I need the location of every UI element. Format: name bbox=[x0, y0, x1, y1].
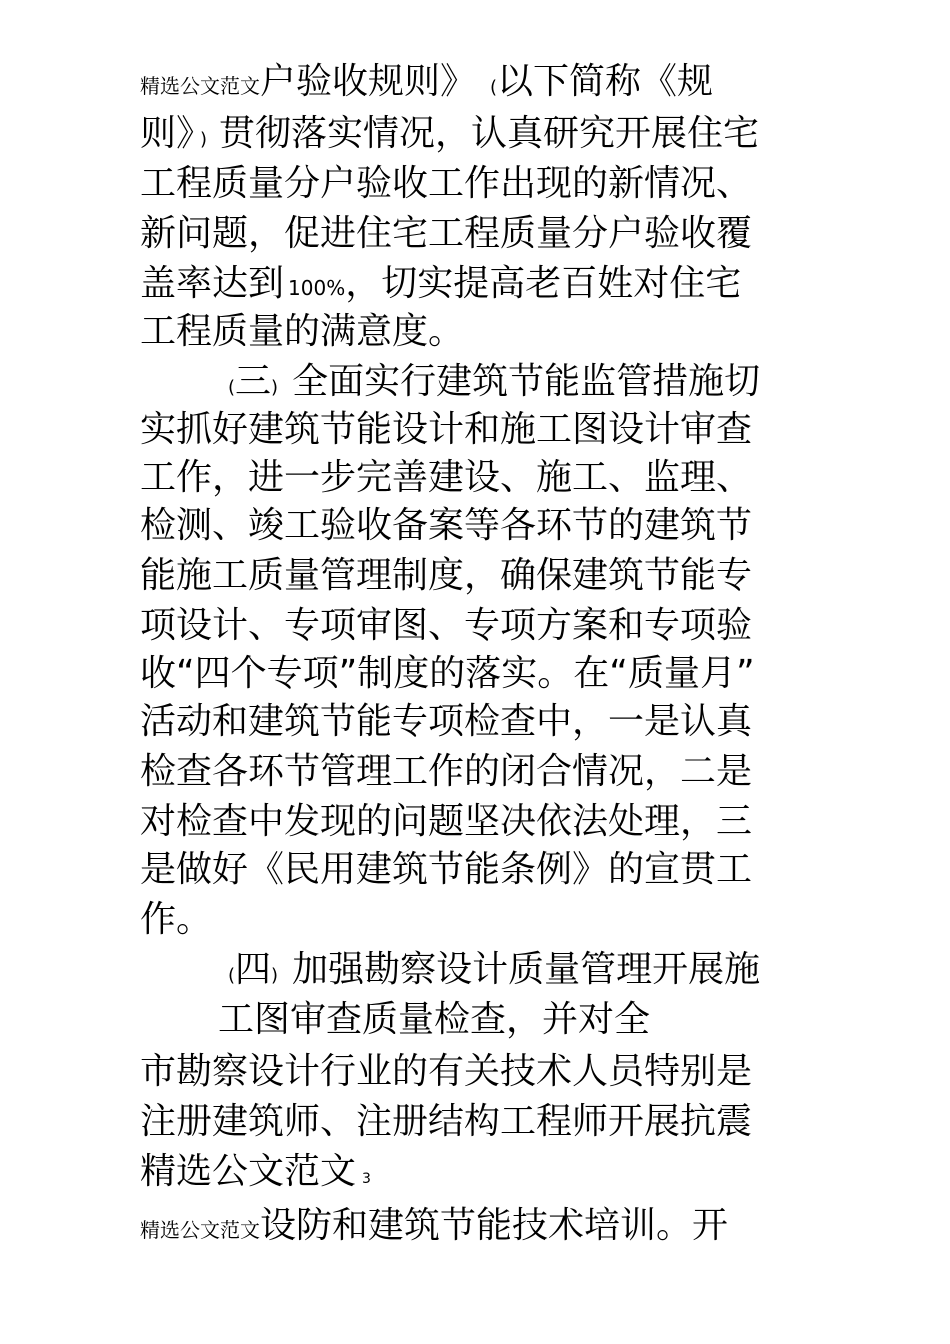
text-line: 市勘察设计行业的有关技术人员特别是 bbox=[140, 1051, 753, 1092]
text-run: 加强勘察设计质量管理开展施 bbox=[292, 949, 761, 990]
text-line: 能施工质量管理制度，确保建筑节能专 bbox=[140, 555, 753, 596]
text-line: 活动和建筑节能专项检查中，一是认真 bbox=[140, 701, 753, 742]
text-run: 设防和建筑节能技术培训。开 bbox=[260, 1205, 729, 1246]
text-line bbox=[140, 56, 713, 114]
paren-open: ( bbox=[490, 77, 498, 98]
text-line: 检查各环节管理工作的闭合情况，二是 bbox=[140, 751, 753, 792]
text-run: 则》 bbox=[140, 113, 195, 154]
text-line: 工程质量的满意度。 bbox=[140, 311, 465, 352]
text-run: ，切实提高老百姓对住宅 bbox=[345, 263, 742, 304]
text-run: 户验收规则》 bbox=[260, 61, 477, 102]
paren-close: ) bbox=[271, 965, 279, 986]
paren-close: ) bbox=[200, 129, 208, 150]
page-footer bbox=[140, 1146, 371, 1205]
text-line: 作。 bbox=[140, 899, 213, 940]
percent-value: 100% bbox=[288, 276, 346, 300]
paren-close: ) bbox=[271, 377, 279, 398]
paren-open: ( bbox=[228, 377, 236, 398]
section-number: 四 bbox=[235, 949, 272, 990]
footer-label: 精选公文范文 bbox=[140, 1151, 357, 1192]
text-line: 工程质量分户验收工作出现的新情况、 bbox=[140, 163, 753, 204]
text-run: 贯彻落实情况，认真研究开展住宅 bbox=[219, 113, 760, 154]
page-number: 3 bbox=[362, 1171, 371, 1187]
text-line: 注册建筑师、注册结构工程师开展抗震 bbox=[140, 1101, 753, 1142]
text-run: 盖率达到 bbox=[140, 263, 285, 304]
text-line: 新问题，促进住宅工程质量分户验收覆 bbox=[140, 213, 753, 254]
text-line bbox=[140, 1200, 728, 1256]
text-run: 全面实行建筑节能监管措施切 bbox=[292, 361, 761, 402]
header-label: 精选公文范文 bbox=[140, 74, 260, 98]
section-number: 三 bbox=[235, 361, 272, 402]
text-line: 实抓好建筑节能设计和施工图设计审查 bbox=[140, 409, 753, 450]
text-line: 收“四个专项”制度的落实。在“质量月” bbox=[140, 653, 755, 694]
header-label: 精选公文范文 bbox=[140, 1218, 260, 1242]
paren-open: ( bbox=[228, 965, 236, 986]
text-line: 对检查中发现的问题坚决依法处理，三 bbox=[140, 801, 753, 842]
text-line: 工图审查质量检查，并对全 bbox=[218, 999, 651, 1040]
text-line: 项设计、专项审图、专项方案和专项验 bbox=[140, 605, 753, 646]
text-line: 工作，进一步完善建设、施工、监理、 bbox=[140, 457, 753, 498]
text-line: 检测、竣工验收备案等各环节的建筑节 bbox=[140, 505, 753, 546]
text-line: 是做好《民用建筑节能条例》的宣贯工 bbox=[140, 849, 753, 890]
text-run: 以下简称《规 bbox=[497, 61, 714, 102]
